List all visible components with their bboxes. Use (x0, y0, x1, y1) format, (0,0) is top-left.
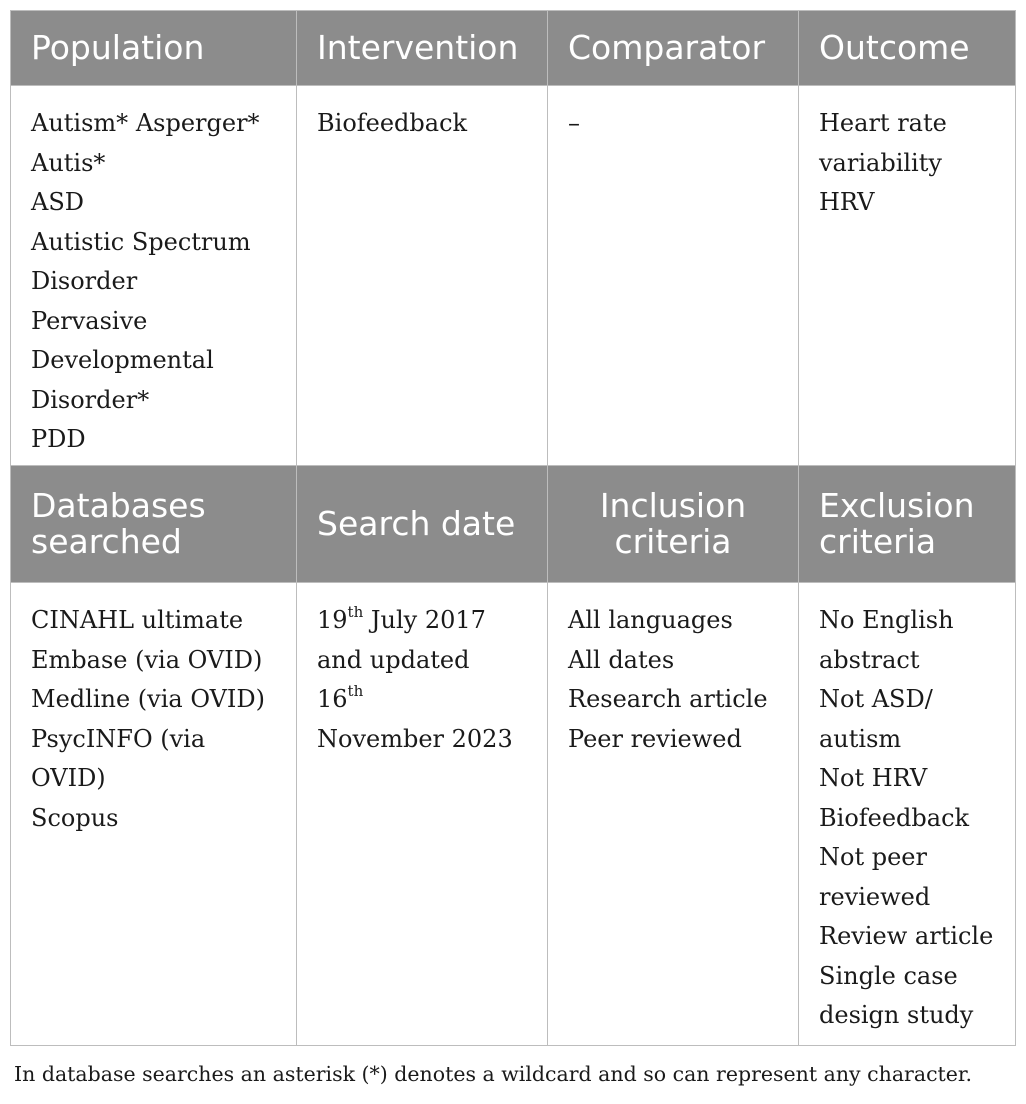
exclusion-item: Biofeedback (819, 803, 970, 832)
search-strategy-table (10, 10, 1016, 1046)
outcome-term: Heart rate (819, 109, 947, 137)
exclusion-item: Not peer (819, 843, 927, 871)
population-term: ASD (31, 188, 85, 216)
header-text-line: Inclusion (599, 486, 747, 525)
comparator-term: – (568, 109, 580, 137)
cell-comparator (548, 86, 799, 466)
database-name: Scopus (31, 803, 119, 832)
header-text-line: Exclusion (819, 486, 975, 525)
header-text-line: searched (31, 522, 182, 561)
criteria-body-row (11, 583, 1016, 1046)
exclusion-item: Review article (819, 922, 994, 950)
database-name: CINAHL ultimate (31, 606, 244, 634)
search-date-line: and updated (317, 645, 470, 674)
cell-exclusion (799, 583, 1016, 1046)
header-search-date (297, 466, 548, 583)
exclusion-item: Not ASD/ (819, 685, 933, 713)
exclusion-item: No English (819, 606, 954, 634)
inclusion-item: Peer reviewed (568, 724, 742, 753)
inclusion-item: Research article (568, 685, 768, 713)
search-date-rest: July 2017 (363, 606, 486, 634)
exclusion-item: autism (819, 724, 902, 753)
header-text-line: Databases (31, 486, 206, 525)
population-term: Autis* (31, 148, 106, 177)
database-name: PsycINFO (via (31, 724, 206, 753)
cell-intervention (297, 86, 548, 466)
pico-header-row (11, 11, 1016, 86)
header-text-line: criteria (819, 522, 937, 561)
database-name: OVID) (31, 764, 106, 792)
exclusion-item: Not HRV (819, 764, 928, 792)
population-term: Disorder* (31, 385, 150, 414)
header-text-line: criteria (614, 522, 732, 561)
table-footnote: In database searches an asterisk (*) denotes a wildcard and so can represent any character. (14, 1062, 972, 1086)
outcome-term: variability (819, 148, 942, 177)
exclusion-item: abstract (819, 645, 920, 674)
criteria-header-row (11, 466, 1016, 583)
population-term: Disorder (31, 267, 138, 295)
header-outcome: Outcome (799, 11, 1016, 86)
population-term: Pervasive (31, 306, 148, 335)
cell-databases (11, 583, 297, 1046)
header-text-line: Search date (317, 504, 516, 543)
inclusion-item: All dates (568, 645, 675, 674)
database-name: Embase (via OVID) (31, 645, 263, 674)
header-exclusion-criteria (799, 466, 1016, 583)
exclusion-item: Single case (819, 961, 958, 990)
database-name: Medline (via OVID) (31, 685, 265, 713)
inclusion-item: All languages (568, 606, 733, 634)
cell-outcome (799, 86, 1016, 466)
header-intervention: Intervention (297, 11, 548, 86)
search-date-line (317, 680, 527, 720)
intervention-term: Biofeedback (317, 109, 468, 137)
header-comparator: Comparator (548, 11, 799, 86)
population-term: Autism* Asperger* (31, 109, 260, 137)
population-term: Developmental (31, 346, 214, 374)
outcome-term: HRV (819, 188, 875, 216)
search-date-line: November 2023 (317, 724, 513, 753)
pico-body-row (11, 86, 1016, 466)
cell-inclusion (548, 583, 799, 1046)
ordinal-suffix: th (347, 603, 364, 621)
population-term: Autistic Spectrum (31, 227, 251, 256)
search-date-day: 16 (317, 685, 348, 713)
header-databases-searched (11, 466, 297, 583)
cell-population (11, 86, 297, 466)
exclusion-item: reviewed (819, 882, 931, 911)
header-population: Population (11, 11, 297, 86)
header-inclusion-criteria (548, 466, 799, 583)
cell-search-date (297, 583, 548, 1046)
search-date-day: 19 (317, 606, 348, 634)
search-date-line (317, 601, 527, 641)
exclusion-item: design study (819, 1001, 974, 1029)
ordinal-suffix: th (347, 682, 364, 700)
population-term: PDD (31, 425, 86, 453)
